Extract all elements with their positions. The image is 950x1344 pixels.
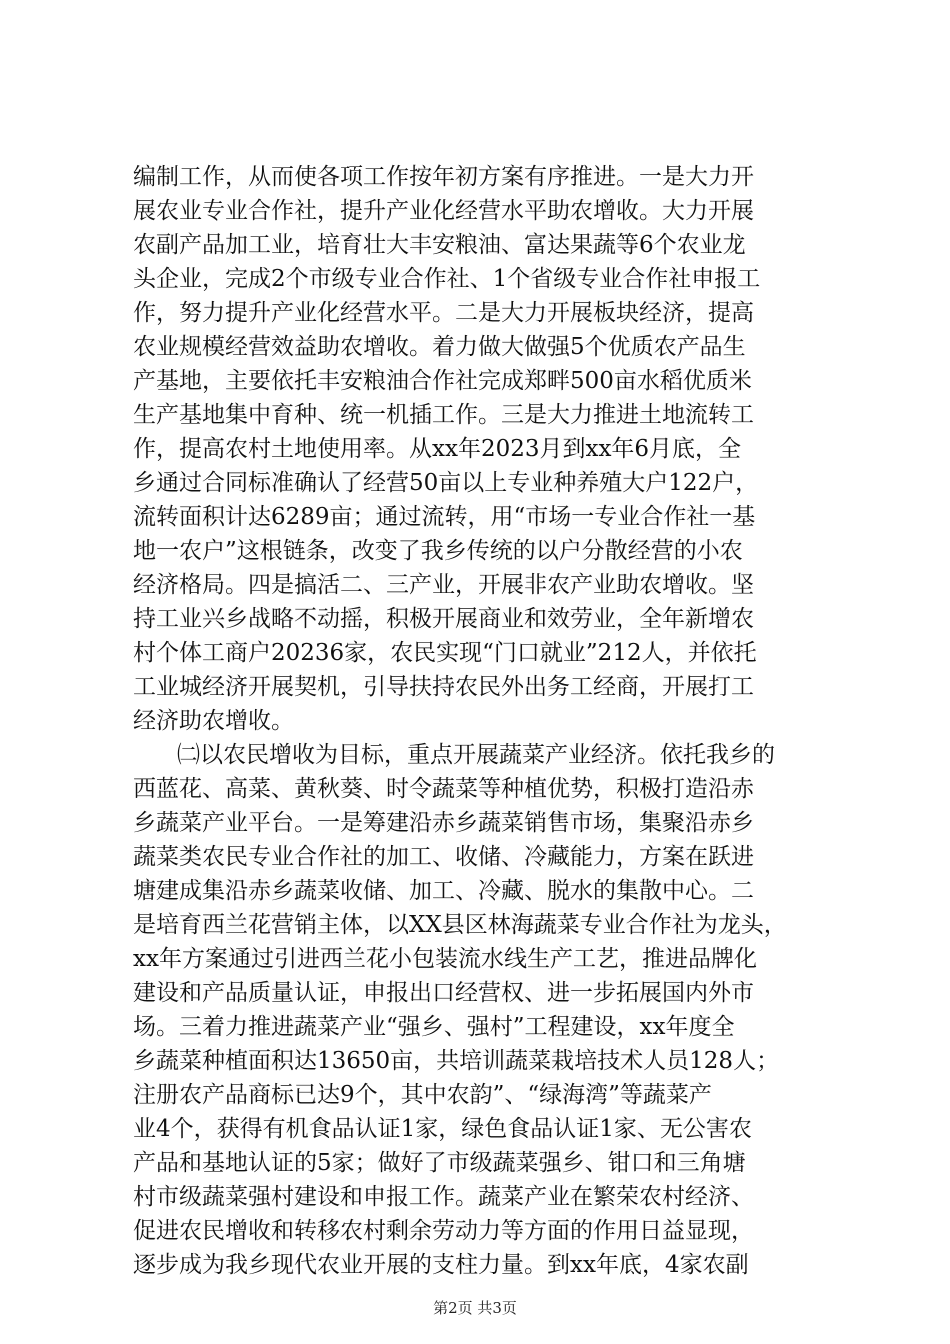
page-footer bbox=[0, 1298, 950, 1318]
body-text bbox=[133, 160, 833, 1282]
text-line: 村个体工商户20236家，农民实现“门口就业”212人，并依托 bbox=[133, 640, 757, 666]
text-line: 持工业兴乡战略不动摇，积极开展商业和效劳业，全年新增农 bbox=[133, 606, 754, 632]
text-line: 塘建成集沿赤乡蔬菜收储、加工、冷藏、脱水的集散中心。二 bbox=[133, 878, 754, 904]
text-line: 经济助农增收。 bbox=[133, 708, 294, 734]
text-line: 作，提高农村土地使用率。从xx年2023月到xx年6月底，全 bbox=[133, 436, 742, 462]
text-line: 地一农户”这根链条，改变了我乡传统的以户分散经营的小农 bbox=[133, 538, 743, 564]
text-line: 村市级蔬菜强村建设和申报工作。蔬菜产业在繁荣农村经济、 bbox=[133, 1184, 754, 1210]
text-line: 乡蔬菜产业平台。一是筹建沿赤乡蔬菜销售市场，集聚沿赤乡 bbox=[133, 810, 754, 836]
text-line: 业4个，获得有机食品认证1家，绿色食品认证1家、无公害农 bbox=[133, 1116, 752, 1142]
text-line: 产品和基地认证的5家；做好了市级蔬菜强乡、钳口和三角塘 bbox=[133, 1150, 746, 1176]
text-line: 流转面积计达6289亩；通过流转，用“市场一专业合作社一基 bbox=[133, 504, 756, 530]
page-number-label: 第2页 共3页 bbox=[433, 1299, 517, 1317]
text-line: 编制工作，从而使各项工作按年初方案有序推进。一是大力开 bbox=[133, 164, 754, 190]
text-line: 作，努力提升产业化经营水平。二是大力开展板块经济，提高 bbox=[133, 300, 754, 326]
text-line: 场。三着力推进蔬菜产业“强乡、强村”工程建设，xx年度全 bbox=[133, 1014, 735, 1040]
text-line: 乡通过合同标准确认了经营50亩以上专业种养殖大户122户， bbox=[133, 470, 759, 496]
text-line: 农副产品加工业，培育壮大丰安粮油、富达果蔬等6个农业龙 bbox=[133, 232, 746, 258]
text-line: 建设和产品质量认证，申报出口经营权、进一步拓展国内外市 bbox=[133, 980, 754, 1006]
text-line: 工业城经济开展契机，引导扶持农民外出务工经商，开展打工 bbox=[133, 674, 754, 700]
text-line: 乡蔬菜种植面积达13650亩，共培训蔬菜栽培技术人员128人； bbox=[133, 1048, 780, 1074]
text-line: 经济格局。四是搞活二、三产业，开展非农产业助农增收。坚 bbox=[133, 572, 754, 598]
text-line: 生产基地集中育种、统一机插工作。三是大力推进土地流转工 bbox=[133, 402, 754, 428]
text-line: 是培育西兰花营销主体，以XX县区林海蔬菜专业合作社为龙头， bbox=[133, 912, 787, 938]
paragraph-start-line: ㈡以农民增收为目标，重点开展蔬菜产业经济。依托我乡的 bbox=[177, 742, 775, 768]
text-line: 注册农产品商标已达9个，其中农韵”、“绿海湾”等蔬菜产 bbox=[133, 1082, 712, 1108]
text-line: xx年方案通过引进西兰花小包装流水线生产工艺，推进品牌化 bbox=[133, 946, 757, 972]
text-line: 蔬菜类农民专业合作社的加工、收储、冷藏能力，方案在跃进 bbox=[133, 844, 754, 870]
text-line: 产基地，主要依托丰安粮油合作社完成郑畔500亩水稻优质米 bbox=[133, 368, 752, 394]
text-line: 展农业专业合作社，提升产业化经营水平助农增收。大力开展 bbox=[133, 198, 754, 224]
text-line: 西蓝花、高菜、黄秋葵、时令蔬菜等种植优势，积极打造沿赤 bbox=[133, 776, 754, 802]
text-line: 头企业，完成2个市级专业合作社、1个省级专业合作社申报工 bbox=[133, 266, 761, 292]
text-line: 促进农民增收和转移农村剩余劳动力等方面的作用日益显现， bbox=[133, 1218, 754, 1244]
text-line: 逐步成为我乡现代农业开展的支柱力量。到xx年底，4家农副 bbox=[133, 1252, 749, 1278]
text-line: 农业规模经营效益助农增收。着力做大做强5个优质农产品生 bbox=[133, 334, 746, 360]
